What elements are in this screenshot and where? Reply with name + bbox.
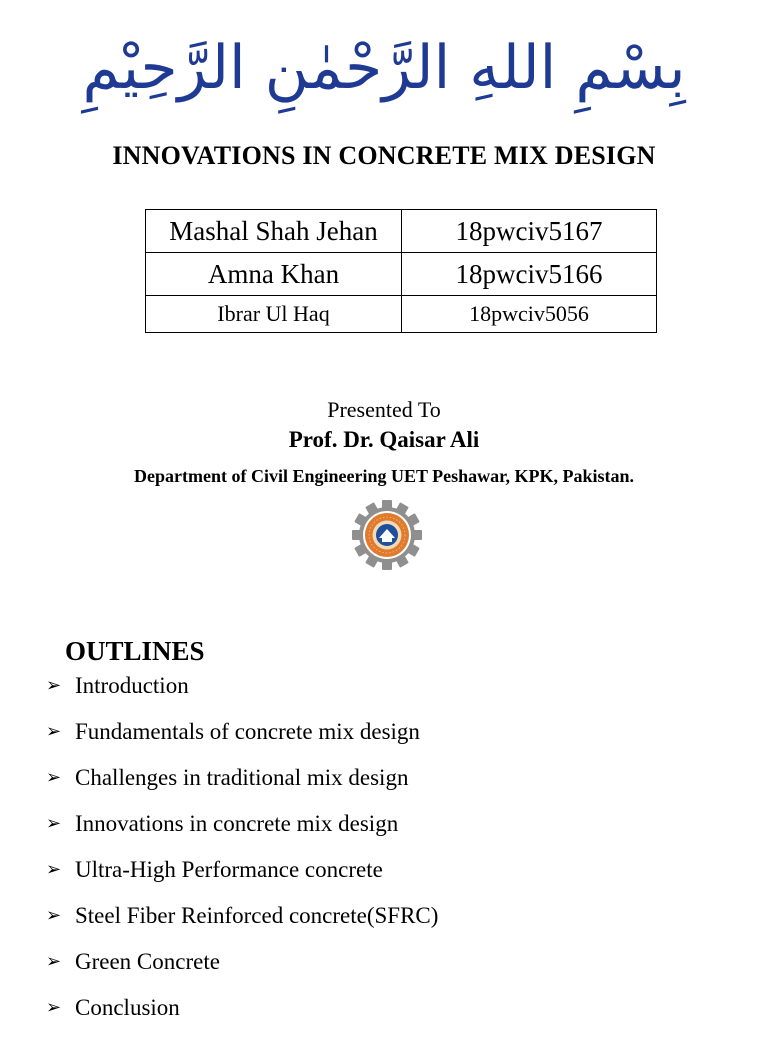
document-title: INNOVATIONS IN CONCRETE MIX DESIGN: [112, 141, 656, 170]
outlines-heading: OUTLINES: [65, 636, 205, 666]
outline-item-label: Fundamentals of concrete mix design: [75, 719, 420, 744]
uet-peshawar-seal-icon: [351, 499, 423, 571]
table-row: [146, 210, 657, 253]
arrow-bullet-icon: ➢: [46, 905, 62, 926]
arrow-bullet-icon: ➢: [46, 721, 62, 742]
arrow-bullet-icon: ➢: [46, 813, 62, 834]
author-id: 18pwciv5166: [402, 253, 657, 296]
list-item: [46, 808, 438, 854]
professor-name: Prof. Dr. Qaisar Ali: [288, 427, 480, 452]
author-name: Mashal Shah Jehan: [146, 210, 402, 253]
outline-item-label: Steel Fiber Reinforced concrete(SFRC): [75, 903, 439, 928]
author-name: Amna Khan: [146, 253, 402, 296]
author-id: 18pwciv5056: [402, 296, 657, 333]
table-row: [146, 296, 657, 333]
author-id: 18pwciv5167: [402, 210, 657, 253]
outline-list: [46, 670, 438, 1038]
list-item: [46, 854, 438, 900]
department-name: Department of Civil Engineering UET Peshawar, KPK, Pakistan.: [133, 466, 634, 486]
outline-item-label: Introduction: [75, 673, 189, 698]
list-item: [46, 900, 438, 946]
outline-item-label: Green Concrete: [75, 949, 220, 974]
arrow-bullet-icon: ➢: [46, 997, 62, 1018]
list-item: [46, 716, 438, 762]
bismillah-calligraphy: بِسْمِ اللهِ الرَّحْمٰنِ الرَّحِيْمِ: [82, 33, 686, 103]
outline-item-label: Innovations in concrete mix design: [75, 811, 399, 836]
outline-item-label: Ultra-High Performance concrete: [75, 857, 383, 882]
table-row: [146, 253, 657, 296]
author-name: Ibrar Ul Haq: [146, 296, 402, 333]
arrow-bullet-icon: ➢: [46, 767, 62, 788]
list-item: [46, 670, 438, 716]
arrow-bullet-icon: ➢: [46, 951, 62, 972]
list-item: [46, 762, 438, 808]
outline-item-label: Conclusion: [75, 995, 180, 1020]
arrow-bullet-icon: ➢: [46, 675, 62, 696]
list-item: [46, 946, 438, 992]
presented-to-label: Presented To: [327, 397, 441, 422]
list-item: [46, 992, 438, 1038]
authors-table: [145, 209, 657, 333]
outline-item-label: Challenges in traditional mix design: [75, 765, 409, 790]
arrow-bullet-icon: ➢: [46, 859, 62, 880]
